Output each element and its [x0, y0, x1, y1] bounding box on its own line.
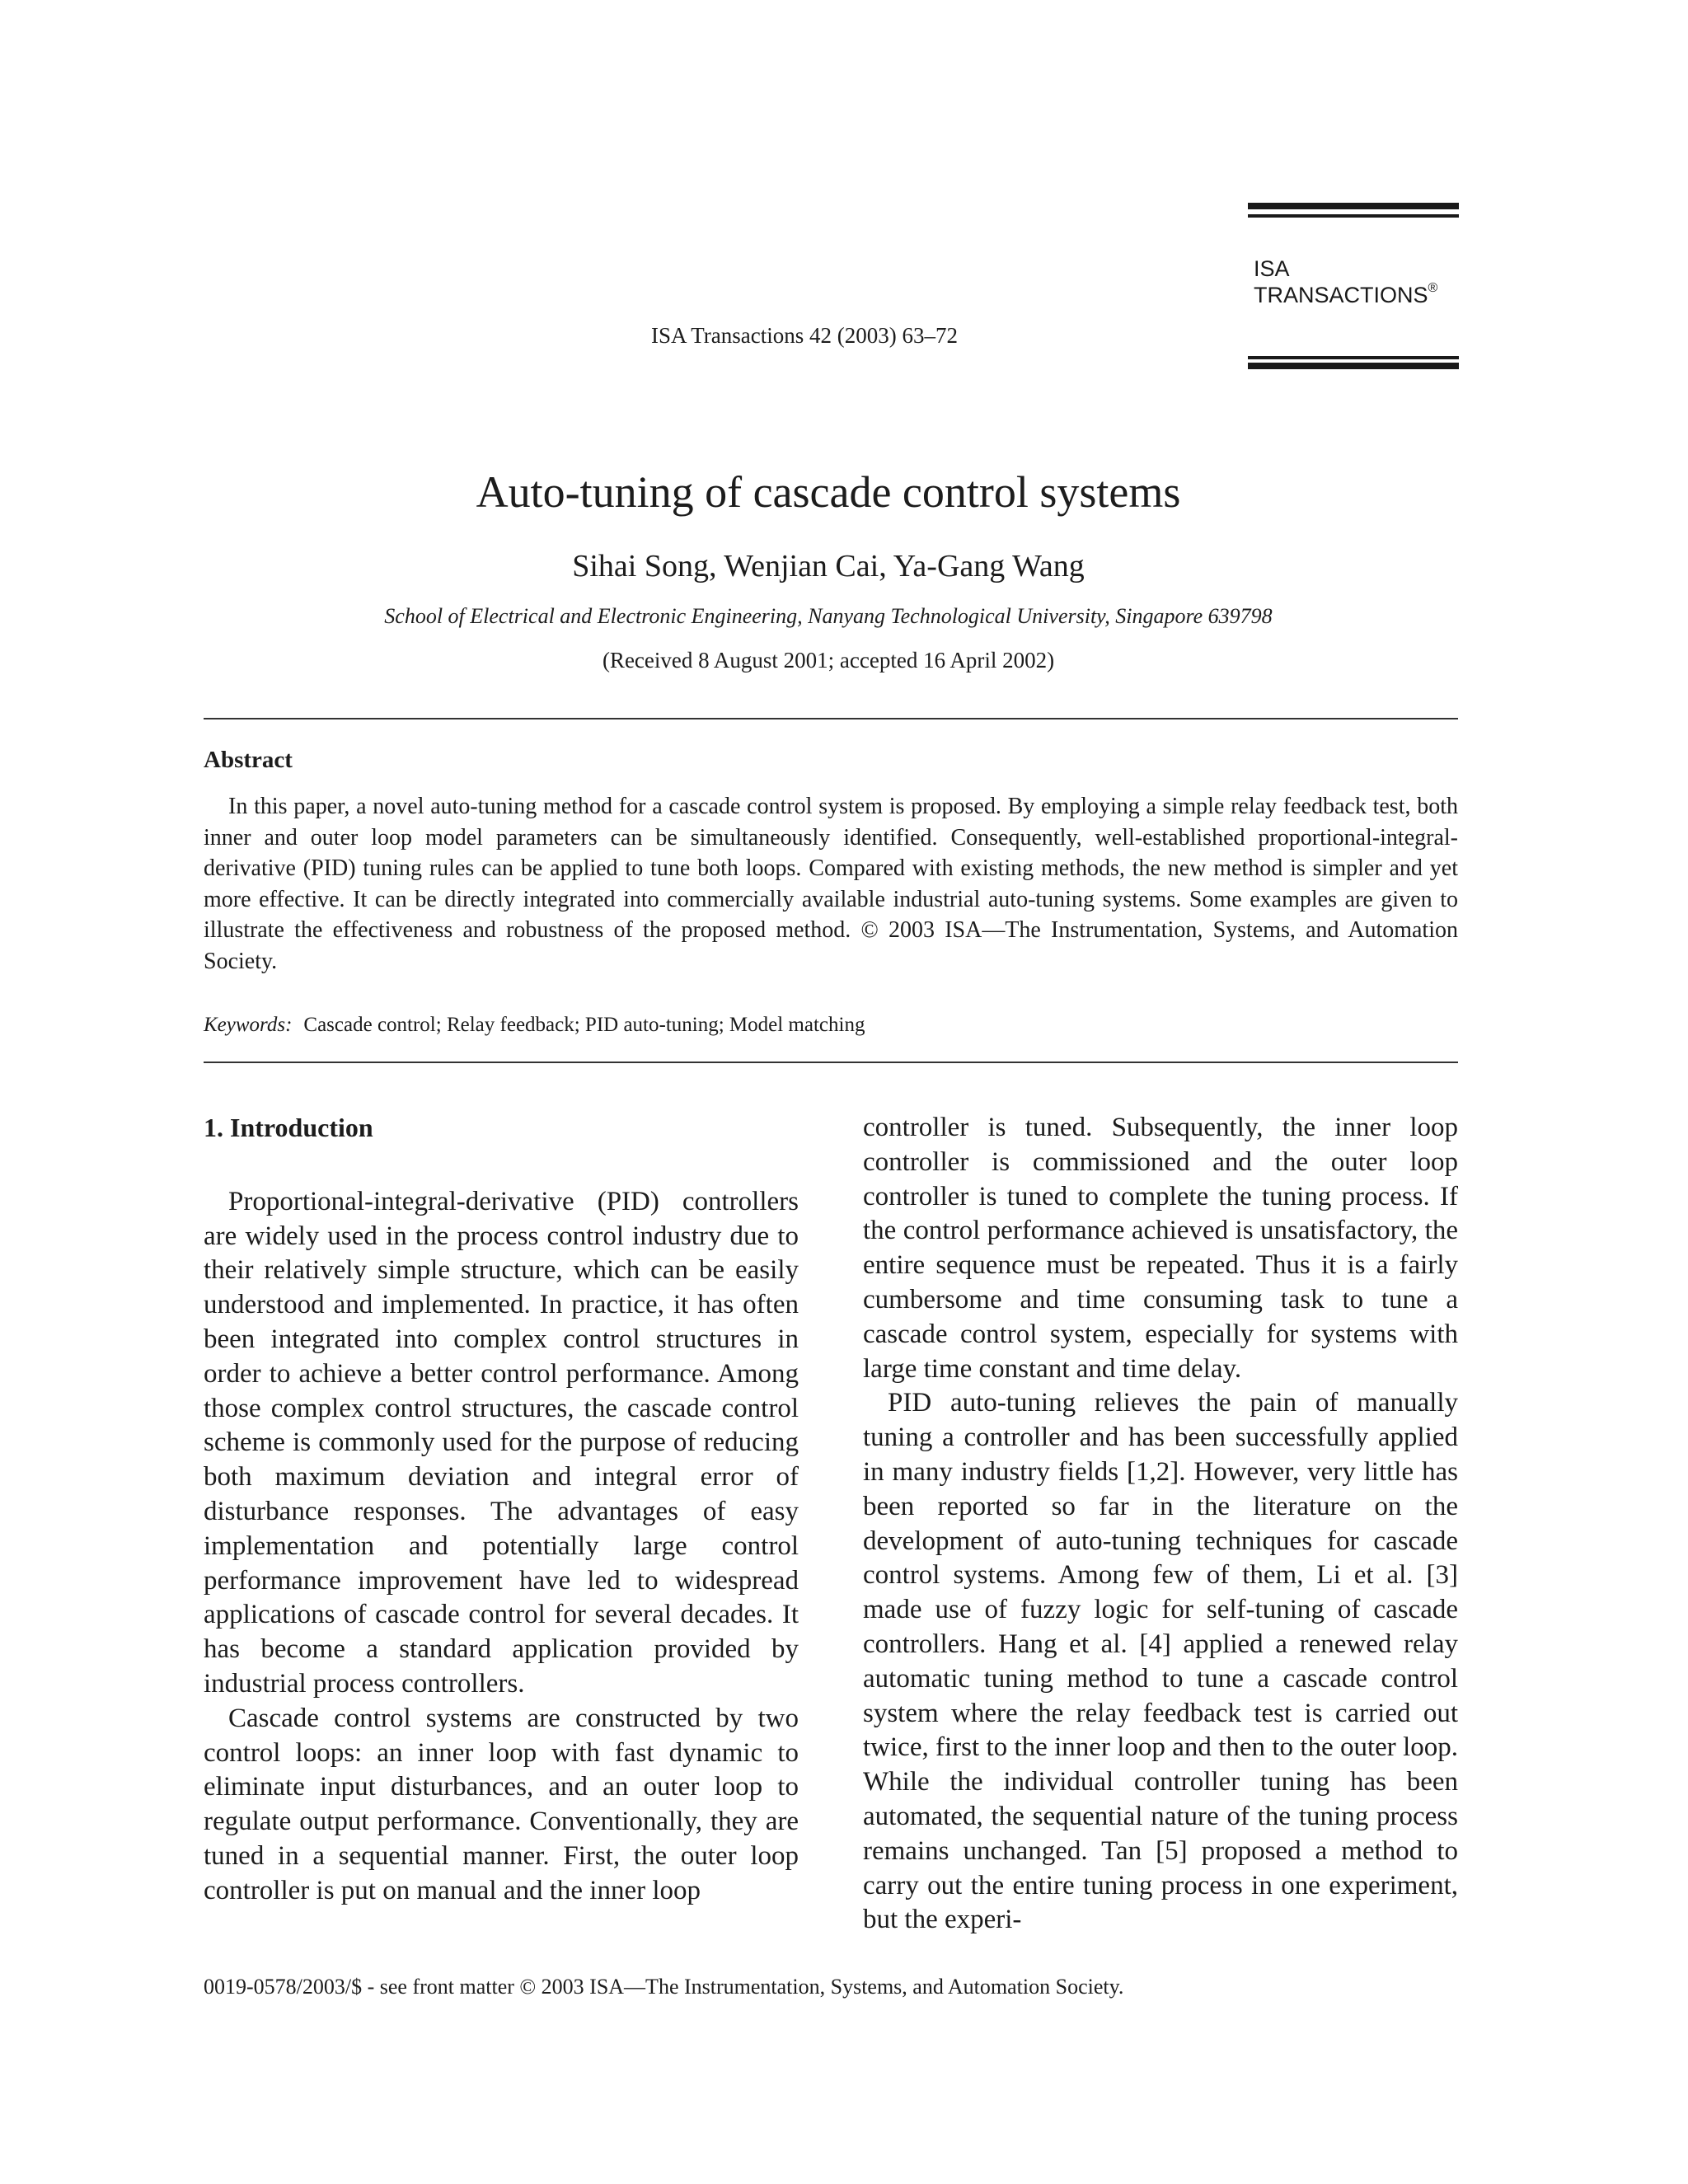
abstract-text: In this paper, a novel auto-tuning method for a cascade control system is proposed. By employing a simple relay feedback test, both inner and outer loop model parameters can be simultaneously identified. Consequently, well-established proportional-integral-derivative (PID) tuning rules can be applied to tune both loops. Compared with existing methods, the new method is simpler and yet more effective. It can be directly integrated into commercially available industrial auto-tuning systems. Some examples are given to illustrate the effectiveness and robustness of the proposed method. © 2003 ISA—The Instrumentation, Systems, and Automation Society.: [204, 794, 1458, 974]
divider-top: [204, 718, 1458, 719]
logo-top-bar-thin: [1248, 214, 1459, 218]
logo-line1: ISA: [1254, 256, 1290, 281]
article-affiliation: School of Electrical and Electronic Engineering, Nanyang Technological University, Singapore 639798: [384, 604, 1273, 628]
journal-logo: [1248, 203, 1459, 369]
body-paragraph: Proportional-integral-derivative (PID) controllers are widely used in the process control industry due to their relatively simple structure, which can be easily understood and implemented. In practice, it has often been integrated into complex control structures in order to achieve a better control performance. Among those complex control structures, the cascade control scheme is commonly used for the purpose of reducing both maximum deviation and integral error of disturbance responses. The advantages of easy implementation and potentially large control performance improvement have led to widespread applications of cascade control for several decades. It has become a standard application provided by industrial process controllers.: [204, 1186, 799, 1699]
keywords-label: Keywords:: [204, 1014, 293, 1036]
article-authors: Sihai Song, Wenjian Cai, Ya-Gang Wang: [572, 549, 1085, 583]
journal-citation: ISA Transactions 42 (2003) 63–72: [650, 323, 958, 348]
logo-top-bar: [1248, 203, 1459, 209]
body-paragraph: controller is tuned. Subsequently, the inner loop controller is commissioned and the outer loop controller is tuned to complete the tuning process. If the control performance achieved is unsatisfactory, the entire sequence must be repeated. Thus it is a fairly cumbersome and time consuming task to tune a cascade control system, especially for systems with large time constant and time delay.: [863, 1113, 1458, 1384]
body-paragraph: Cascade control systems are constructed by two control loops: an inner loop with fast dynamic to eliminate input disturbances, and an outer loop to regulate output performance. Conventionally, they are tuned in a sequential manner. First, the outer loop controller is put on manual and the inner loop: [204, 1703, 799, 1905]
logo-line2: TRANSACTIONS: [1254, 283, 1428, 307]
abstract-heading: Abstract: [204, 747, 293, 773]
body-paragraph: PID auto-tuning relieves the pain of manually tuning a controller and has been successfully applied in many industry fields [1,2]. However, very little has been reported so far in the literature on the development of auto-tuning techniques for cascade control systems. Among few of them, Li et al. [3] made use of fuzzy logic for self-tuning of cascade controllers. Hang et al. [4] applied a renewed relay automatic tuning method to tune a cascade control system where the relay feedback test is carried out twice, first to the inner loop and then to the outer loop. While the individual controller tuning has been automated, the sequential nature of the tuning process remains unchanged. Tan [5] proposed a method to carry out the entire tuning process in one experiment, but the experi-: [863, 1388, 1458, 1935]
body-column-left: [204, 1111, 799, 1909]
logo-text: [1254, 255, 1437, 308]
article-title: Auto-tuning of cascade control systems: [476, 467, 1181, 517]
logo-bottom-bar-thin: [1248, 356, 1459, 359]
registered-mark: ®: [1428, 281, 1438, 295]
body-column-right: [863, 1111, 1458, 1938]
section-heading: 1. Introduction: [204, 1113, 373, 1142]
logo-bottom-bar: [1248, 363, 1459, 369]
keywords-text: Cascade control; Relay feedback; PID auto-tuning; Model matching: [303, 1014, 865, 1036]
article-received-dates: (Received 8 August 2001; accepted 16 April 2002): [602, 648, 1055, 673]
divider-bottom: [204, 1062, 1458, 1063]
footer-copyright: 0019-0578/2003/$ - see front matter © 2003 ISA—The Instrumentation, Systems, and Automation Society.: [204, 1975, 1124, 1999]
keywords-line: [204, 1014, 865, 1037]
